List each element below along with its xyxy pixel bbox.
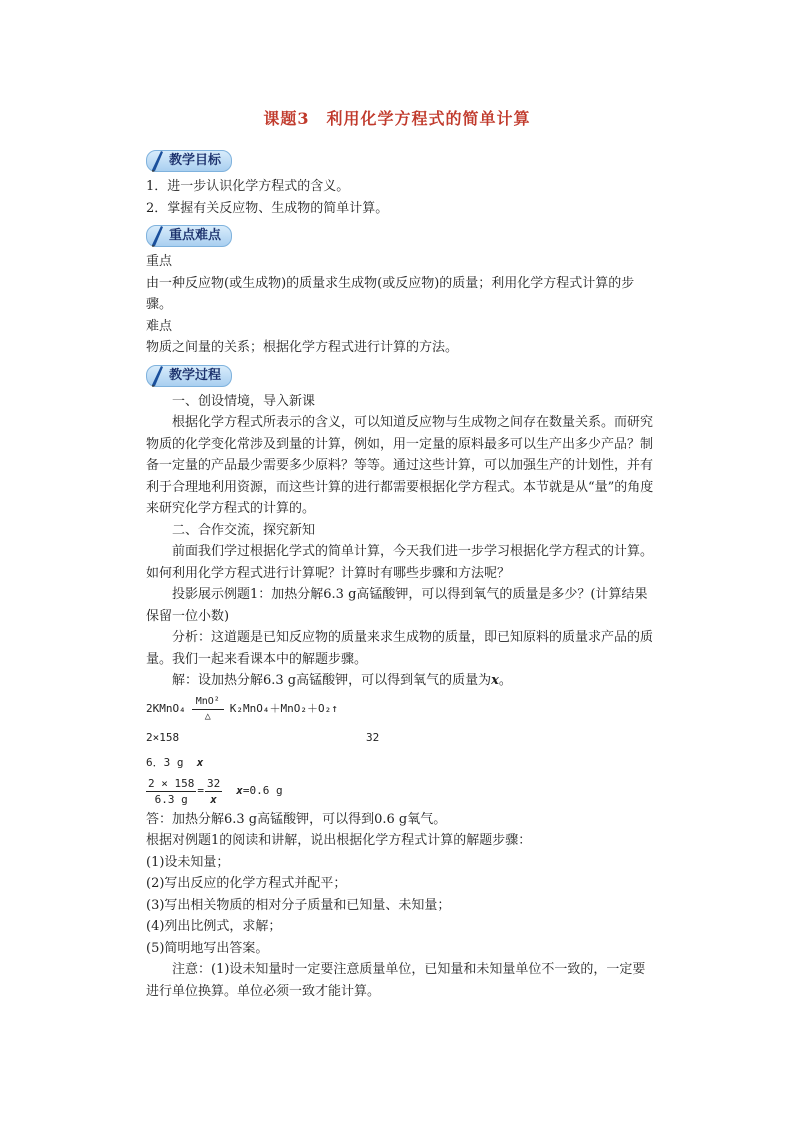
reaction-condition: MnO² △ [192, 696, 224, 723]
equation-products: K₂MnO₄＋MnO₂＋O₂ [229, 702, 332, 716]
pen-icon [149, 148, 165, 172]
key-text: 由一种反应物(或生成物)的质量求生成物(或反应物)的质量；利用化学方程式计算的步骤。 [146, 275, 635, 312]
section-badge-key [146, 225, 232, 247]
gas-arrow: ↑ [331, 702, 338, 716]
paragraph: 前面我们学过根据化学式的简单计算，今天我们进一步学习根据化学方程式的计算。如何利用化学方程式进行计算呢？计算时有哪些步骤和方法呢？ [146, 544, 654, 581]
answer: 答：加热分解6.3 g高锰酸钾，可以得到0.6 g氧气。 [146, 811, 447, 827]
document-body [146, 148, 654, 1002]
step-item: (3)写出相关物质的相对分子质量和已知量、未知量； [146, 897, 451, 913]
proportion: $\frac{2 \times 158}{6.3 g}$ = $\frac{32}{x}$ x=0.6 g [148, 776, 283, 806]
step-item: (1)设未知量； [146, 854, 230, 870]
note: 注意：(1)设未知量时一定要注意质量单位，已知量和未知量单位不一致的，一定要进行单位换算。单位必须一致才能计算。 [146, 962, 646, 999]
equation-reactant: 2KMnO₄ [146, 702, 186, 716]
steps-intro: 根据对例题1的阅读和讲解，说出根据化学方程式计算的解题步骤： [146, 833, 532, 848]
fraction-left: $\frac{2 \times 158}{6.3 g}$ [148, 776, 195, 806]
pen-icon [149, 363, 165, 387]
step-item: (5)简明地写出答案。 [146, 940, 269, 956]
solution-setup: 解：设加热分解6.3 g高锰酸钾，可以得到氧气的质量为x。 [172, 673, 512, 688]
subheading: 二、合作交流，探究新知 [172, 522, 316, 538]
section-badge-process [146, 365, 232, 387]
difficulty-label: 难点 [146, 318, 173, 334]
subheading: 一、创设情境，导入新课 [172, 393, 316, 409]
goal-item: 1．进一步认识化学方程式的含义。 [146, 179, 350, 194]
fraction-right: $\frac{32}{x}$ [206, 776, 221, 806]
section-label: 重点难点 [169, 228, 222, 243]
mass-row: 2×158 32 [146, 730, 380, 744]
difficulty-text: 物质之间量的关系；根据化学方程式进行计算的方法。 [146, 340, 459, 355]
paragraph: 根据化学方程式所表示的含义，可以知道反应物与生成物之间存在数量关系。而研究物质的化学变化常涉及到量的计算，例如，用一定量的原料最多可以生产出多少产品？制备一定量的产品最少需要多少原料？等等。通过这些计算，可以加强生产的计划性，并有利于合理地利用资源，而这些计算的进行都需要根据化学方程式。本节就是从“量”的角度来研究化学方程式的计算的。 [146, 415, 654, 516]
page-title: 课题3 利用化学方程式的简单计算 [263, 109, 531, 128]
analysis: 分析：这道题是已知反应物的质量来求生成物的质量，即已知原料的质量求产品的质量。我们一起来看课本中的解题步骤。 [146, 630, 654, 667]
goal-item: 2．掌握有关反应物、生成物的简单计算。 [146, 200, 389, 216]
step-item: (2)写出反应的化学方程式并配平； [146, 876, 347, 891]
key-label: 重点 [146, 254, 173, 269]
example-problem: 投影展示例题1：加热分解6.3 g高锰酸钾，可以得到氧气的质量是多少？(计算结果保留一位小数) [146, 587, 648, 624]
section-badge-goals [146, 150, 232, 172]
step-item: (4)列出比例式，求解； [146, 919, 282, 934]
given-row: 6．3 g x [146, 756, 204, 769]
section-label: 教学过程 [169, 367, 222, 383]
pen-icon [149, 223, 165, 247]
section-label: 教学目标 [169, 153, 222, 168]
chemical-equation [146, 696, 654, 723]
